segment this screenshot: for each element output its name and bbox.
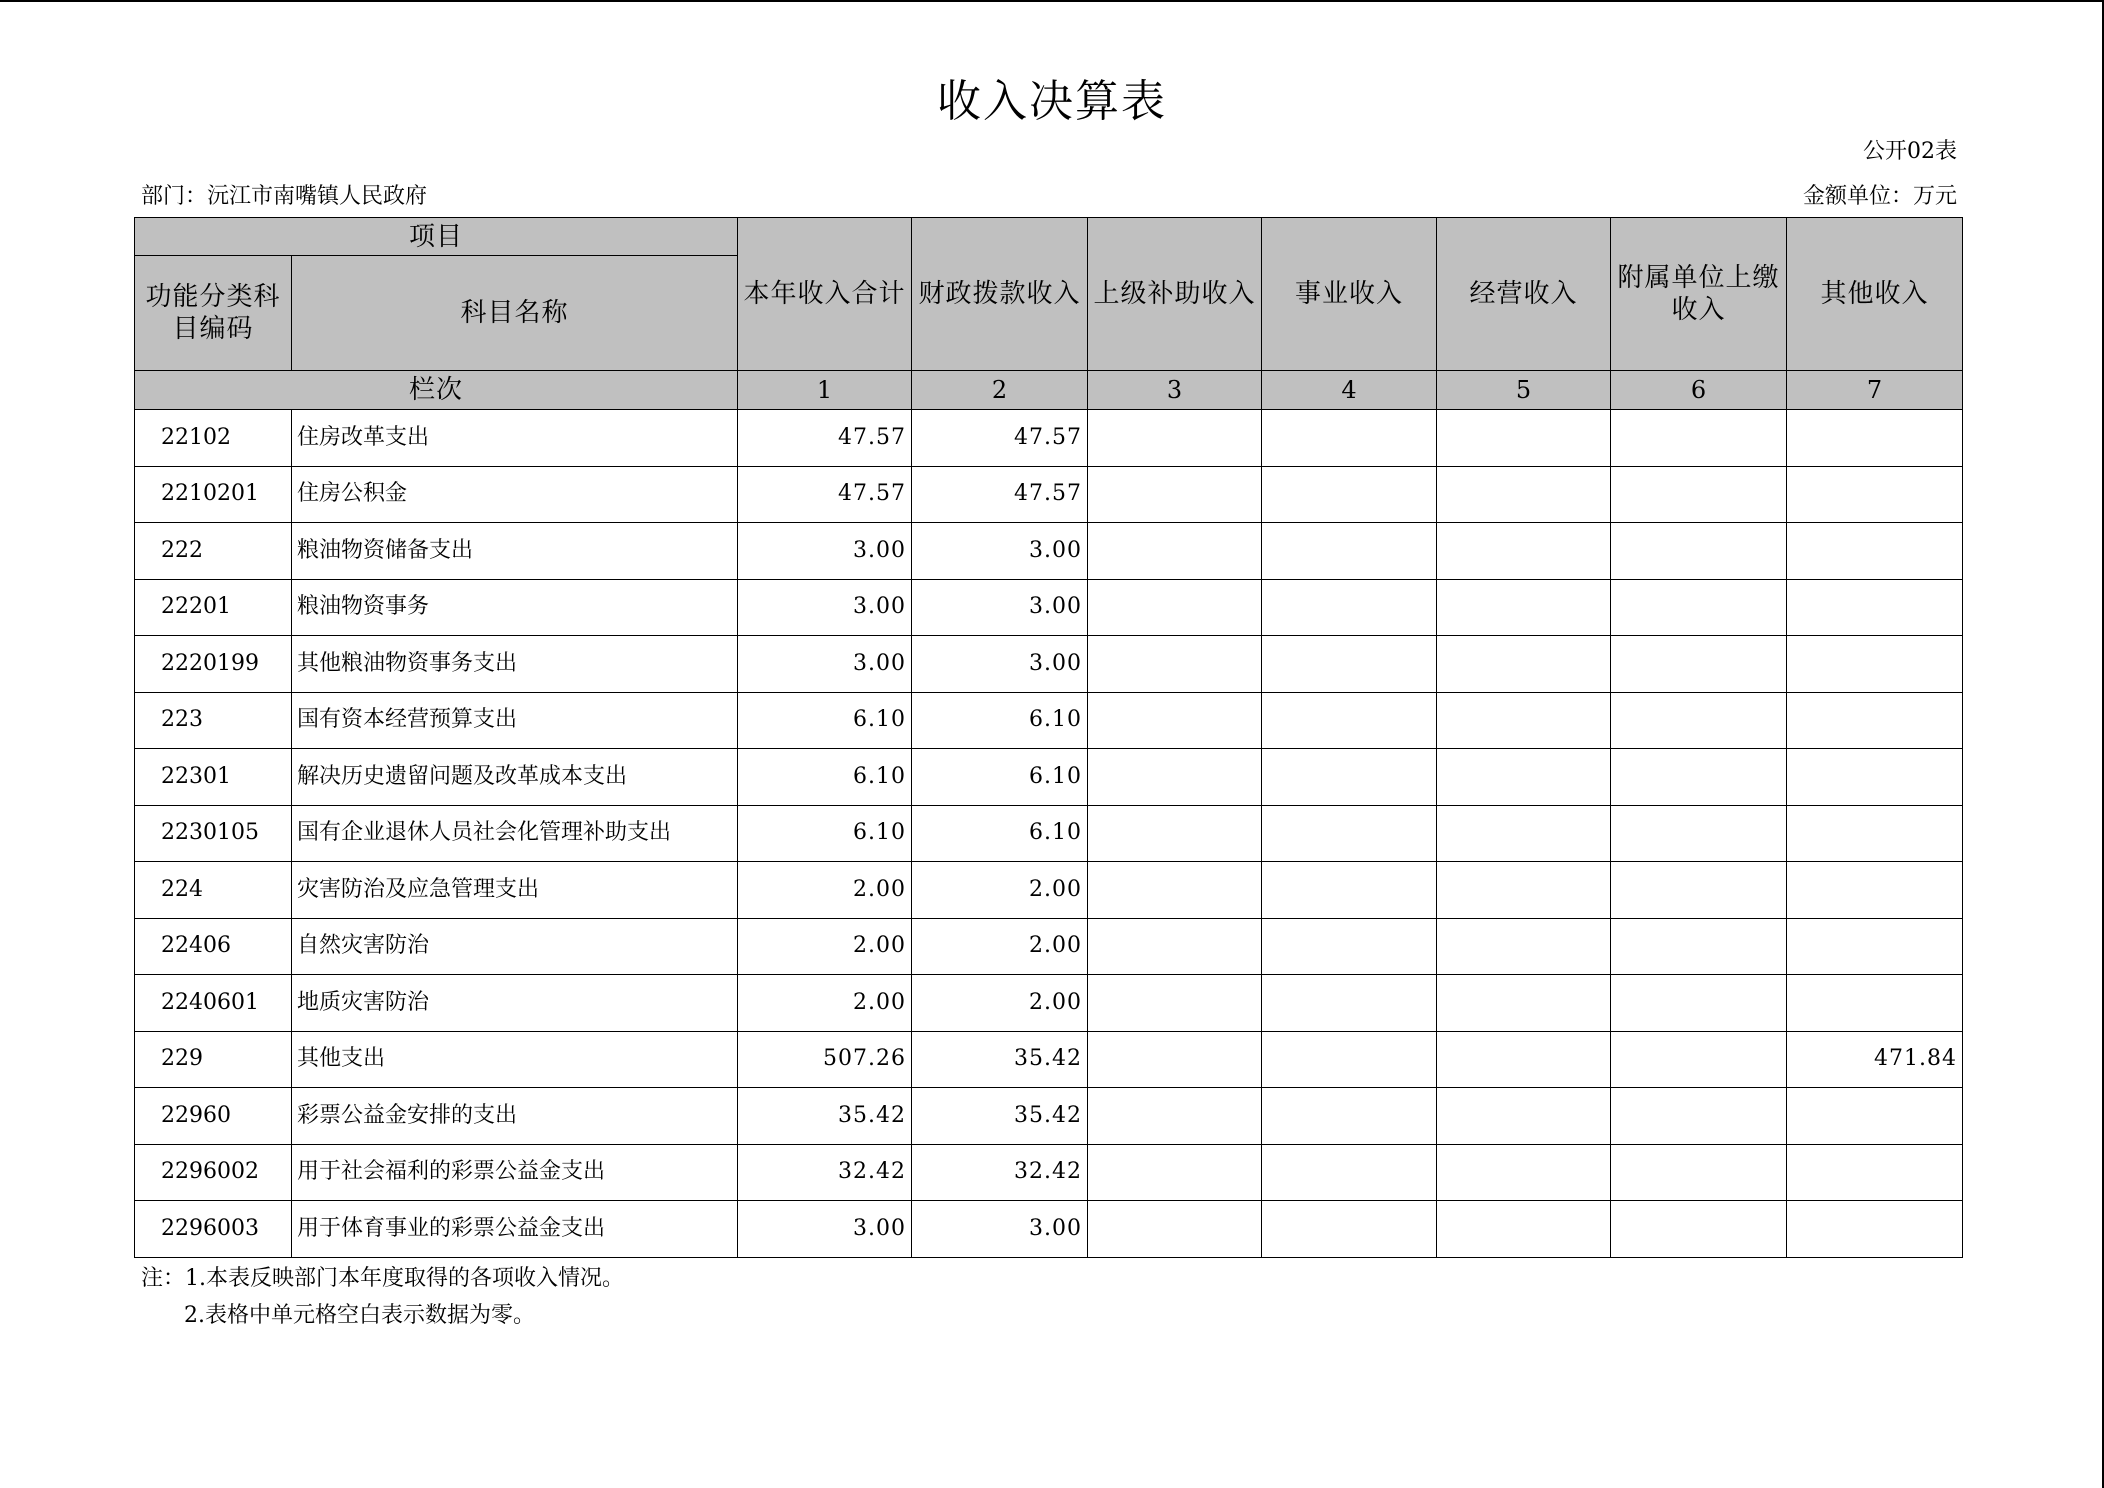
- header-col-business: 事业收入: [1262, 218, 1437, 371]
- amount-cell-col-4: [1262, 1144, 1437, 1201]
- amount-cell-col-7: [1787, 1144, 1963, 1201]
- amount-cell-col-3: [1088, 862, 1262, 919]
- subject-code-cell: 2210201: [135, 466, 292, 523]
- header-col-total: 本年收入合计: [738, 218, 912, 371]
- table-row: [135, 862, 1963, 919]
- amount-cell-col-2: 2.00: [912, 918, 1088, 975]
- amount-cell-col-4: [1262, 862, 1437, 919]
- amount-cell-col-2: 3.00: [912, 579, 1088, 636]
- amount-cell-col-7: [1787, 862, 1963, 919]
- amount-cell-col-6: [1611, 1088, 1787, 1145]
- header-item: 项目: [135, 218, 738, 256]
- subject-code-cell: 22960: [135, 1088, 292, 1145]
- amount-cell-col-4: [1262, 1088, 1437, 1145]
- amount-cell-col-4: [1262, 1201, 1437, 1258]
- table-row: [135, 975, 1963, 1032]
- subject-code-cell: 22406: [135, 918, 292, 975]
- header-row-index: [135, 371, 1963, 410]
- amount-cell-col-4: [1262, 749, 1437, 806]
- amount-cell-col-3: [1088, 975, 1262, 1032]
- amount-cell-col-2: 35.42: [912, 1088, 1088, 1145]
- amount-cell-col-1: 2.00: [738, 918, 912, 975]
- income-table: [134, 217, 1963, 1258]
- amount-cell-col-6: [1611, 862, 1787, 919]
- amount-cell-col-3: [1088, 636, 1262, 693]
- amount-cell-col-2: 3.00: [912, 1201, 1088, 1258]
- amount-cell-col-1: 3.00: [738, 636, 912, 693]
- amount-cell-col-3: [1088, 410, 1262, 467]
- subject-code-cell: 222: [135, 523, 292, 580]
- amount-cell-col-2: 6.10: [912, 749, 1088, 806]
- amount-cell-col-1: 3.00: [738, 1201, 912, 1258]
- amount-cell-col-3: [1088, 1201, 1262, 1258]
- header-name: 科目名称: [292, 256, 738, 371]
- amount-cell-col-6: [1611, 805, 1787, 862]
- amount-cell-col-6: [1611, 918, 1787, 975]
- amount-cell-col-5: [1437, 410, 1611, 467]
- amount-cell-col-5: [1437, 466, 1611, 523]
- header-code: 功能分类科目编码: [135, 256, 292, 371]
- amount-cell-col-6: [1611, 975, 1787, 1032]
- subject-code-cell: 229: [135, 1031, 292, 1088]
- header-index-4: 4: [1262, 371, 1437, 410]
- amount-cell-col-1: 6.10: [738, 692, 912, 749]
- header-index-3: 3: [1088, 371, 1262, 410]
- amount-cell-col-5: [1437, 1201, 1611, 1258]
- amount-cell-col-1: 32.42: [738, 1144, 912, 1201]
- amount-cell-col-4: [1262, 466, 1437, 523]
- amount-cell-col-4: [1262, 975, 1437, 1032]
- amount-cell-col-4: [1262, 1031, 1437, 1088]
- amount-cell-col-6: [1611, 692, 1787, 749]
- amount-cell-col-5: [1437, 918, 1611, 975]
- table-row: [135, 523, 1963, 580]
- amount-cell-col-6: [1611, 1201, 1787, 1258]
- amount-cell-col-4: [1262, 579, 1437, 636]
- amount-cell-col-1: 47.57: [738, 410, 912, 467]
- amount-cell-col-7: [1787, 410, 1963, 467]
- subject-code-cell: 2230105: [135, 805, 292, 862]
- table-row: [135, 410, 1963, 467]
- amount-cell-col-5: [1437, 1088, 1611, 1145]
- header-index-label: 栏次: [135, 371, 738, 410]
- table-row: [135, 805, 1963, 862]
- amount-cell-col-7: [1787, 918, 1963, 975]
- amount-cell-col-7: 471.84: [1787, 1031, 1963, 1088]
- amount-cell-col-5: [1437, 975, 1611, 1032]
- amount-cell-col-7: [1787, 579, 1963, 636]
- header-index-2: 2: [912, 371, 1088, 410]
- amount-cell-col-6: [1611, 523, 1787, 580]
- table-row: [135, 692, 1963, 749]
- amount-cell-col-4: [1262, 523, 1437, 580]
- amount-cell-col-5: [1437, 692, 1611, 749]
- amount-cell-col-3: [1088, 1144, 1262, 1201]
- amount-cell-col-3: [1088, 749, 1262, 806]
- amount-cell-col-7: [1787, 975, 1963, 1032]
- amount-cell-col-3: [1088, 579, 1262, 636]
- table-row: [135, 579, 1963, 636]
- amount-cell-col-7: [1787, 466, 1963, 523]
- amount-cell-col-2: 3.00: [912, 523, 1088, 580]
- subject-code-cell: 2296003: [135, 1201, 292, 1258]
- header-col-other: 其他收入: [1787, 218, 1963, 371]
- amount-cell-col-1: 3.00: [738, 523, 912, 580]
- amount-cell-col-3: [1088, 466, 1262, 523]
- amount-cell-col-2: 6.10: [912, 805, 1088, 862]
- amount-cell-col-2: 35.42: [912, 1031, 1088, 1088]
- amount-cell-col-2: 32.42: [912, 1144, 1088, 1201]
- amount-cell-col-6: [1611, 1144, 1787, 1201]
- department-line: [141, 183, 427, 211]
- amount-cell-col-4: [1262, 692, 1437, 749]
- amount-cell-col-6: [1611, 749, 1787, 806]
- amount-cell-col-1: 47.57: [738, 466, 912, 523]
- header-index-5: 5: [1437, 371, 1611, 410]
- subject-name-cell: 其他支出: [292, 1031, 738, 1088]
- table-row: [135, 636, 1963, 693]
- amount-cell-col-7: [1787, 523, 1963, 580]
- subject-name-cell: 解决历史遗留问题及改革成本支出: [292, 749, 738, 806]
- subject-code-cell: 2296002: [135, 1144, 292, 1201]
- subject-name-cell: 自然灾害防治: [292, 918, 738, 975]
- amount-cell-col-3: [1088, 1031, 1262, 1088]
- note-1: 注：1.本表反映部门本年度取得的各项收入情况。: [141, 1266, 624, 1291]
- subject-name-cell: 住房公积金: [292, 466, 738, 523]
- subject-code-cell: 2240601: [135, 975, 292, 1032]
- amount-cell-col-7: [1787, 749, 1963, 806]
- subject-code-cell: 223: [135, 692, 292, 749]
- subject-name-cell: 用于体育事业的彩票公益金支出: [292, 1201, 738, 1258]
- table-row: [135, 1144, 1963, 1201]
- amount-cell-col-5: [1437, 636, 1611, 693]
- amount-cell-col-5: [1437, 523, 1611, 580]
- unit-label: 金额单位：: [1802, 184, 1913, 209]
- amount-cell-col-2: 2.00: [912, 862, 1088, 919]
- amount-cell-col-4: [1262, 410, 1437, 467]
- table-row: [135, 1201, 1963, 1258]
- subject-code-cell: 224: [135, 862, 292, 919]
- table-row: [135, 918, 1963, 975]
- subject-code-cell: 2220199: [135, 636, 292, 693]
- page-top-border: [0, 0, 2104, 2]
- form-number: 公开02表: [1863, 139, 1957, 164]
- subject-name-cell: 地质灾害防治: [292, 975, 738, 1032]
- header-row-item: [135, 218, 1963, 256]
- amount-cell-col-6: [1611, 579, 1787, 636]
- amount-cell-col-7: [1787, 692, 1963, 749]
- subject-name-cell: 粮油物资储备支出: [292, 523, 738, 580]
- subject-code-cell: 22301: [135, 749, 292, 806]
- amount-cell-col-2: 6.10: [912, 692, 1088, 749]
- amount-cell-col-6: [1611, 1031, 1787, 1088]
- subject-name-cell: 国有企业退休人员社会化管理补助支出: [292, 805, 738, 862]
- note-2: 2.表格中单元格空白表示数据为零。: [184, 1303, 535, 1328]
- header-col-fiscal: 财政拨款收入: [912, 218, 1088, 371]
- amount-cell-col-3: [1088, 805, 1262, 862]
- amount-cell-col-1: 35.42: [738, 1088, 912, 1145]
- header-col-superior-subsidy: 上级补助收入: [1088, 218, 1262, 371]
- amount-cell-col-4: [1262, 636, 1437, 693]
- amount-cell-col-5: [1437, 1031, 1611, 1088]
- table-row: [135, 749, 1963, 806]
- amount-cell-col-2: 47.57: [912, 410, 1088, 467]
- amount-cell-col-3: [1088, 692, 1262, 749]
- page-title: 收入决算表: [937, 76, 1167, 127]
- unit-value: 万元: [1912, 184, 1957, 209]
- subject-name-cell: 住房改革支出: [292, 410, 738, 467]
- amount-cell-col-2: 3.00: [912, 636, 1088, 693]
- table-row: [135, 1031, 1963, 1088]
- amount-cell-col-7: [1787, 805, 1963, 862]
- amount-cell-col-7: [1787, 636, 1963, 693]
- subject-name-cell: 其他粮油物资事务支出: [292, 636, 738, 693]
- header-index-6: 6: [1611, 371, 1787, 410]
- amount-cell-col-5: [1437, 749, 1611, 806]
- header-index-1: 1: [738, 371, 912, 410]
- department-label: 部门：: [141, 184, 208, 209]
- table-row: [135, 466, 1963, 523]
- amount-cell-col-6: [1611, 636, 1787, 693]
- amount-cell-col-5: [1437, 862, 1611, 919]
- header-col-operating: 经营收入: [1437, 218, 1611, 371]
- unit-line: [1803, 183, 1957, 211]
- amount-cell-col-3: [1088, 1088, 1262, 1145]
- subject-name-cell: 用于社会福利的彩票公益金支出: [292, 1144, 738, 1201]
- amount-cell-col-6: [1611, 410, 1787, 467]
- subject-code-cell: 22201: [135, 579, 292, 636]
- subject-code-cell: 22102: [135, 410, 292, 467]
- amount-cell-col-2: 47.57: [912, 466, 1088, 523]
- amount-cell-col-4: [1262, 918, 1437, 975]
- amount-cell-col-6: [1611, 466, 1787, 523]
- subject-name-cell: 粮油物资事务: [292, 579, 738, 636]
- amount-cell-col-7: [1787, 1201, 1963, 1258]
- amount-cell-col-5: [1437, 805, 1611, 862]
- table-body: [135, 410, 1963, 1258]
- amount-cell-col-3: [1088, 523, 1262, 580]
- amount-cell-col-1: 2.00: [738, 862, 912, 919]
- subject-name-cell: 国有资本经营预算支出: [292, 692, 738, 749]
- amount-cell-col-1: 6.10: [738, 749, 912, 806]
- amount-cell-col-1: 507.26: [738, 1031, 912, 1088]
- amount-cell-col-4: [1262, 805, 1437, 862]
- amount-cell-col-1: 6.10: [738, 805, 912, 862]
- amount-cell-col-1: 2.00: [738, 975, 912, 1032]
- amount-cell-col-5: [1437, 1144, 1611, 1201]
- table-row: [135, 1088, 1963, 1145]
- header-col-affiliated: 附属单位上缴收入: [1611, 218, 1787, 371]
- amount-cell-col-3: [1088, 918, 1262, 975]
- department-value: 沅江市南嘴镇人民政府: [207, 184, 428, 209]
- amount-cell-col-1: 3.00: [738, 579, 912, 636]
- subject-name-cell: 灾害防治及应急管理支出: [292, 862, 738, 919]
- amount-cell-col-7: [1787, 1088, 1963, 1145]
- amount-cell-col-5: [1437, 579, 1611, 636]
- header-index-7: 7: [1787, 371, 1963, 410]
- subject-name-cell: 彩票公益金安排的支出: [292, 1088, 738, 1145]
- amount-cell-col-2: 2.00: [912, 975, 1088, 1032]
